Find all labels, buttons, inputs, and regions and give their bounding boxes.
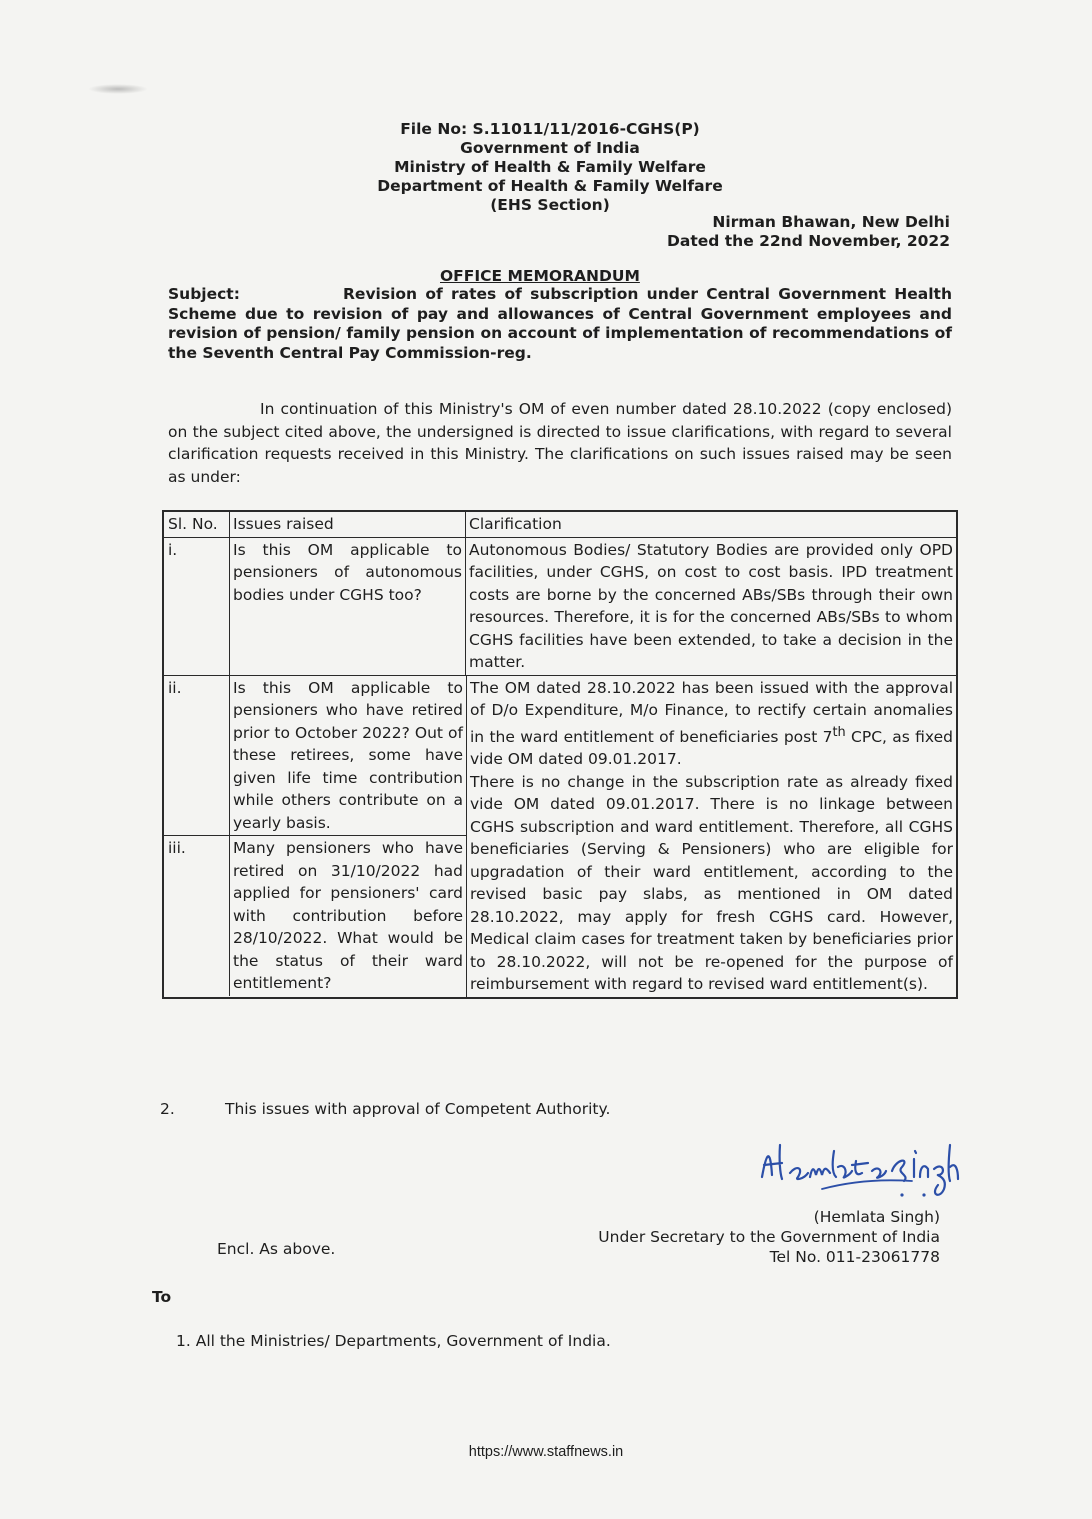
paragraph-2 — [160, 1100, 760, 1118]
addressee: 1. All the Ministries/ Departments, Government of India. — [176, 1332, 611, 1350]
table-row — [164, 836, 466, 996]
intro-paragraph: In continuation of this Ministry's OM of even number dated 28.10.2022 (copy enclosed) on the subject cited above, the undersigned is directed to issue clarifications, with regard to several clarification requests received in this Ministry. The clarifications on such issues raised may be seen as under: — [168, 400, 952, 486]
row-clarification: Autonomous Bodies/ Statutory Bodies are provided only OPD facilities, under CGHS, on cost to cost basis. IPD treatment costs are borne by the concerned ABs/SBs through their own resources. Therefore, it is for the concerned ABs/SBs to whom CGHS facilities have been extended, to take a decision in the matter. — [469, 540, 953, 671]
government-name: Government of India — [460, 139, 640, 157]
paragraph-number: 2. — [160, 1100, 175, 1118]
row-issue: Is this OM applicable to pensioners of autonomous bodies under CGHS too? — [230, 538, 466, 675]
subject-text: Revision of rates of subscription under Central Government Health Scheme due to revision of pay and allowances of Central Government employees and revision of pension/ family pension on account of implementation of recommendations of the Seventh Central Pay Commission-reg. — [168, 285, 952, 362]
merged-rows — [164, 676, 956, 997]
date: Dated the 22nd November, 2022 — [667, 232, 950, 250]
paragraph-text: This issues with approval of Competent Authority. — [225, 1100, 611, 1118]
letterhead — [300, 120, 800, 215]
subject — [168, 285, 952, 363]
to-label: To — [152, 1288, 172, 1306]
memo-title: OFFICE MEMORANDUM — [440, 267, 640, 285]
signatory-designation: Under Secretary to the Government of India — [598, 1228, 940, 1246]
table-row — [164, 676, 466, 837]
merged-clarification-text-b: CPC, as fixed vide OM dated 09.01.2017. — [470, 727, 954, 769]
section-name: (EHS Section) — [490, 196, 610, 214]
place-and-date — [667, 213, 950, 251]
merged-clarification-para-1 — [470, 677, 953, 771]
ministry-name: Ministry of Health & Family Welfare — [394, 158, 706, 176]
signatory-name: (Hemlata Singh) — [813, 1208, 940, 1226]
department-name: Department of Health & Family Welfare — [377, 177, 723, 195]
row-sl: i. — [164, 538, 230, 675]
signatory-tel: Tel No. 011-23061778 — [769, 1248, 940, 1266]
subject-label: Subject: — [168, 285, 240, 303]
table-header-row — [164, 512, 956, 538]
merged-clarification-text-a: The OM dated 28.10.2022 has been issued with the approval of D/o Expenditure, M/o Finance, to rectify certain anomalies in the ward entitlement of beneficiaries post 7 — [470, 678, 953, 746]
row-issue: Many pensioners who have retired on 31/10/2022 had applied for pensioners' card with contribution before 28/10/2022. What would be the status of their ward entitlement? — [233, 839, 463, 992]
footer-url: https://www.staffnews.in — [468, 1444, 624, 1460]
clarification-table — [162, 510, 958, 999]
row-sl: ii. — [164, 676, 230, 836]
merged-rows-left — [164, 676, 467, 997]
merged-clarification — [467, 676, 956, 997]
header-clarification: Clarification — [469, 515, 562, 533]
merged-clarification-para-2: There is no change in the subscription rate as already fixed vide OM dated 09.01.2017. There is no linkage between CGHS subscription and ward entitlement. Therefore, all CGHS beneficiaries (Serving & Pensioners) who are eligible for upgradation of their ward entitlement, according to the revised basic pay slabs, as mentioned in OM dated 28.10.2022, may apply for fresh CGHS card. However, Medical claim cases for treatment taken by beneficiaries prior to 28.10.2022, will not be re-opened for the purpose of reimbursement with regard to revised ward entitlement(s). — [470, 772, 953, 994]
row-issue: Is this OM applicable to pensioners who have retired prior to October 2022? Out of these retirees, some have given life time contribution while others contribute on a yearly basis. — [233, 678, 463, 832]
signatory-block — [598, 1207, 940, 1267]
superscript-th: th — [832, 724, 846, 740]
header-sl-no: Sl. No. — [164, 512, 230, 537]
scan-smudge — [88, 84, 148, 94]
row-sl: iii. — [164, 836, 230, 996]
table-row — [164, 538, 956, 676]
header-issues: Issues raised — [230, 512, 466, 537]
location: Nirman Bhawan, New Delhi — [712, 213, 950, 231]
file-number: File No: S.11011/11/2016-CGHS(P) — [400, 120, 700, 138]
enclosure-note: Encl. As above. — [217, 1240, 336, 1258]
handwritten-signature-icon — [752, 1115, 962, 1205]
